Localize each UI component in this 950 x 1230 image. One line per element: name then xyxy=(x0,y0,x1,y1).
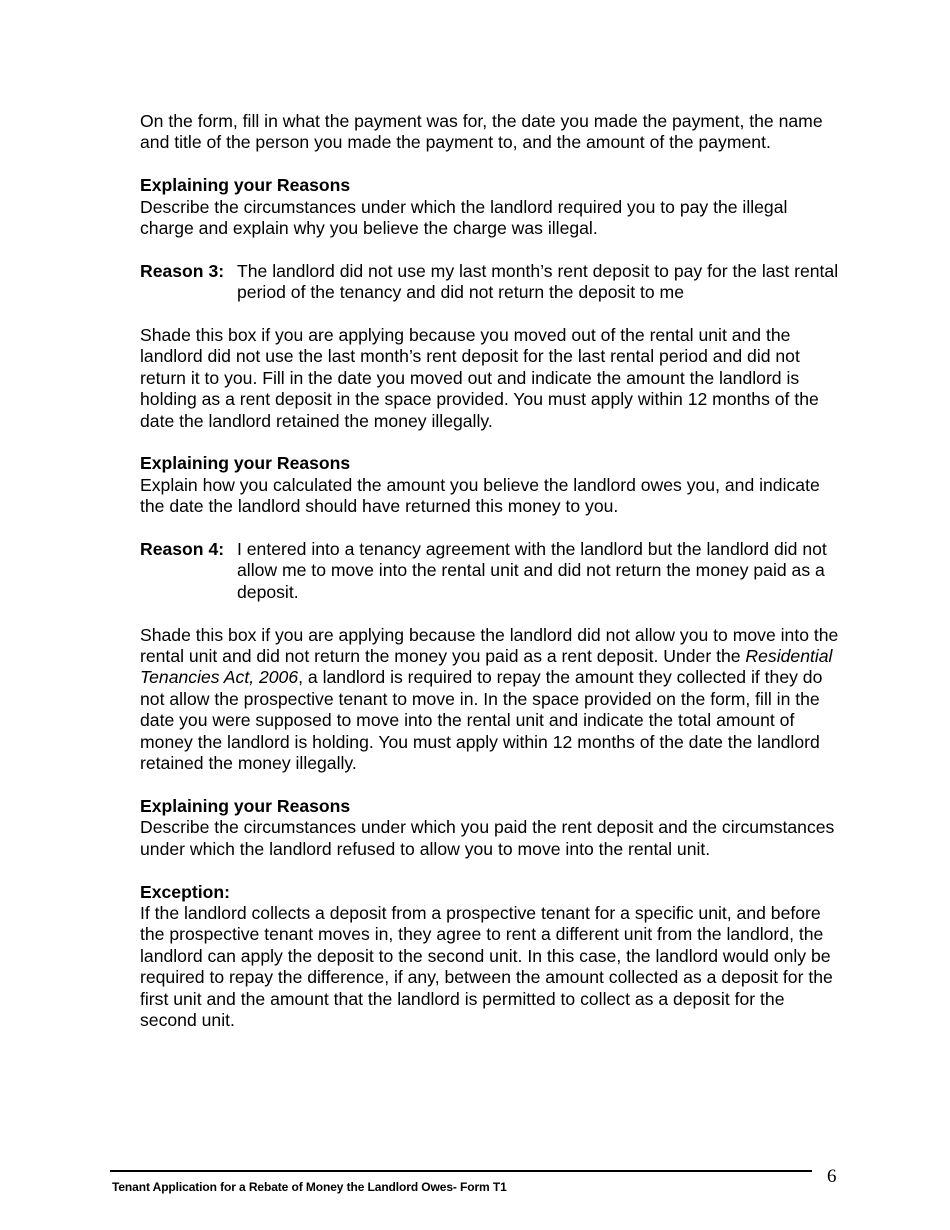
reason-4 xyxy=(140,539,840,603)
reason-4-paragraph-part2: , a landlord is required to repay the amount they collected if they do not allow the prospective tenant to move in. In the space provided on the form, fill in the date you were supposed to move into the rental unit and indicate the total amount of money the landlord is holding. You must apply within 12 months of the date the landlord retained the money illegally. xyxy=(140,667,823,774)
section-text-explaining-reasons-3: Describe the circumstances under which you paid the rent deposit and the circumstances under which the landlord refused to allow you to move into the rental unit. xyxy=(140,817,835,859)
reason-3 xyxy=(140,261,840,304)
reason-4-text: I entered into a tenancy agreement with the landlord but the landlord did not allow me to move into the rental unit and did not return the money paid as a deposit. xyxy=(237,539,827,602)
intro-paragraph: On the form, fill in what the payment was for, the date you made the payment, the name and title of the person you made the payment to, and the amount of the payment. xyxy=(140,111,823,153)
exception-text: If the landlord collects a deposit from a prospective tenant for a specific unit, and before the prospective tenant moves in, they agree to rent a different unit from the landlord, the landlord can apply the deposit to the second unit. In this case, the landlord would only be required to repay the difference, if any, between the amount collected as a deposit for the first unit and the amount that the landlord is permitted to collect as a deposit for the second unit. xyxy=(140,902,833,1030)
section-heading-explaining-reasons-2: Explaining your Reasons xyxy=(140,453,351,474)
section-heading-explaining-reasons-3: Explaining your Reasons xyxy=(140,795,351,816)
reason-3-paragraph: Shade this box if you are applying because you moved out of the rental unit and the landlord did not use the last month’s rent deposit for the last rental period and did not return it to you. Fill in the date you moved out and indicate the amount the landlord is holding as a rent deposit in the space provided. You must apply within 12 months of the date the landlord retained the money illegally. xyxy=(140,325,819,431)
footer-form-title: Tenant Application for a Rebate of Money the Landlord Owes- Form T1 xyxy=(112,1180,507,1194)
reason-4-label: Reason 4: xyxy=(140,539,225,560)
footer-divider xyxy=(110,1170,812,1172)
reason-3-text: The landlord did not use my last month’s rent deposit to pay for the last rental period of the tenancy and did not return the deposit to me xyxy=(237,260,839,303)
section-text-explaining-reasons-1: Describe the circumstances under which the landlord required you to pay the illegal charge and explain why you believe the charge was illegal. xyxy=(140,196,788,239)
page-number: 6 xyxy=(827,1166,837,1187)
act-name: Residential Tenancies Act, 2006 xyxy=(140,646,833,688)
section-heading-explaining-reasons-1: Explaining your Reasons xyxy=(140,175,351,196)
exception-heading: Exception: xyxy=(140,881,230,902)
section-text-explaining-reasons-2: Explain how you calculated the amount you believe the landlord owes you, and indicate the date the landlord should have returned this money to you. xyxy=(140,474,820,517)
reason-4-paragraph xyxy=(140,625,840,775)
reason-4-paragraph-part1: Shade this box if you are applying because the landlord did not allow you to move into the rental unit and did not return the money you paid as a rent deposit. Under the xyxy=(140,624,839,667)
reason-3-label: Reason 3: xyxy=(140,260,225,281)
document-body xyxy=(140,111,840,1031)
